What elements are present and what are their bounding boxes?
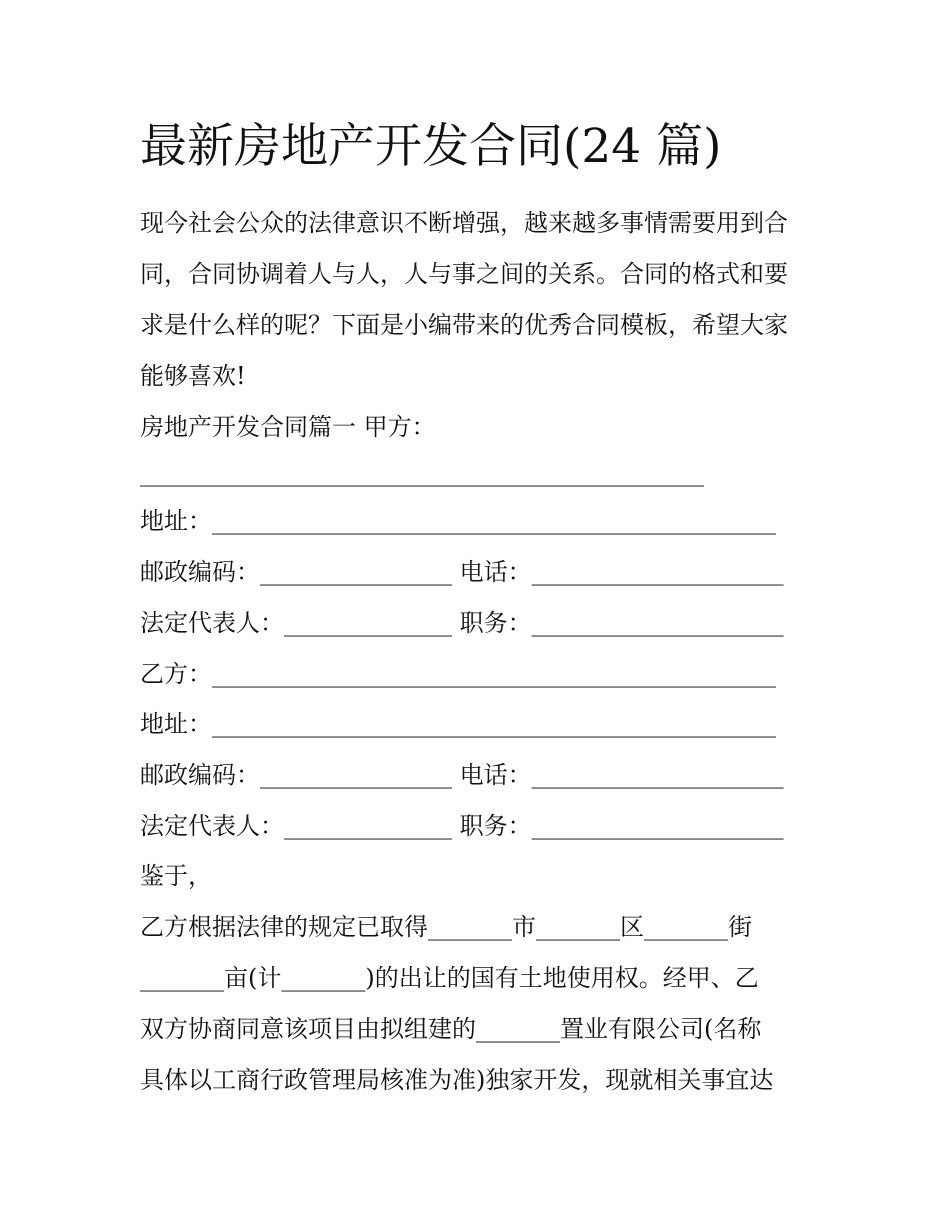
party-b-postcode-phone: 邮政编码：________________ 电话：_____________________: [140, 761, 784, 789]
paragraph-line: 具体以工商行政管理局核准为准)独家开发，现就相关事宜达: [140, 1066, 774, 1094]
paragraph-line: 同，合同协调着人与人，人与事之间的关系。合同的格式和要: [140, 260, 788, 288]
section-heading: 房地产开发合同篇一 甲方：: [140, 413, 436, 441]
paragraph-line: 双方协商同意该项目由拟组建的_______置业有限公司(名称: [140, 1015, 762, 1043]
party-b-address: 地址：_______________________________________________: [140, 710, 776, 738]
paragraph-line: 求是什么样的呢？下面是小编带来的优秀合同模板，希望大家: [140, 311, 788, 339]
page-title: 最新房地产开发合同(24 篇): [140, 119, 722, 174]
whereas-line: 鉴于，: [140, 862, 212, 890]
paragraph-line: 乙方根据法律的规定已取得_______市_______区_______街: [140, 913, 752, 941]
paragraph-line: 现今社会公众的法律意识不断增强，越来越多事情需要用到合: [140, 209, 788, 237]
party-b-representative: 法定代表人：______________ 职务：_____________________: [140, 812, 784, 840]
party-b: 乙方：_______________________________________________: [140, 660, 776, 688]
party-a-postcode-phone: 邮政编码：________________ 电话：_____________________: [140, 558, 784, 586]
party-a-representative: 法定代表人：______________ 职务：_____________________: [140, 609, 784, 637]
paragraph-line: 能够喜欢!: [140, 362, 246, 390]
party-a-address: 地址：_______________________________________________: [140, 507, 776, 535]
blank-line: _______________________________________________: [140, 459, 704, 487]
paragraph-line: _______亩(计_______)的出让的国有土地使用权。经甲、乙: [140, 964, 759, 992]
